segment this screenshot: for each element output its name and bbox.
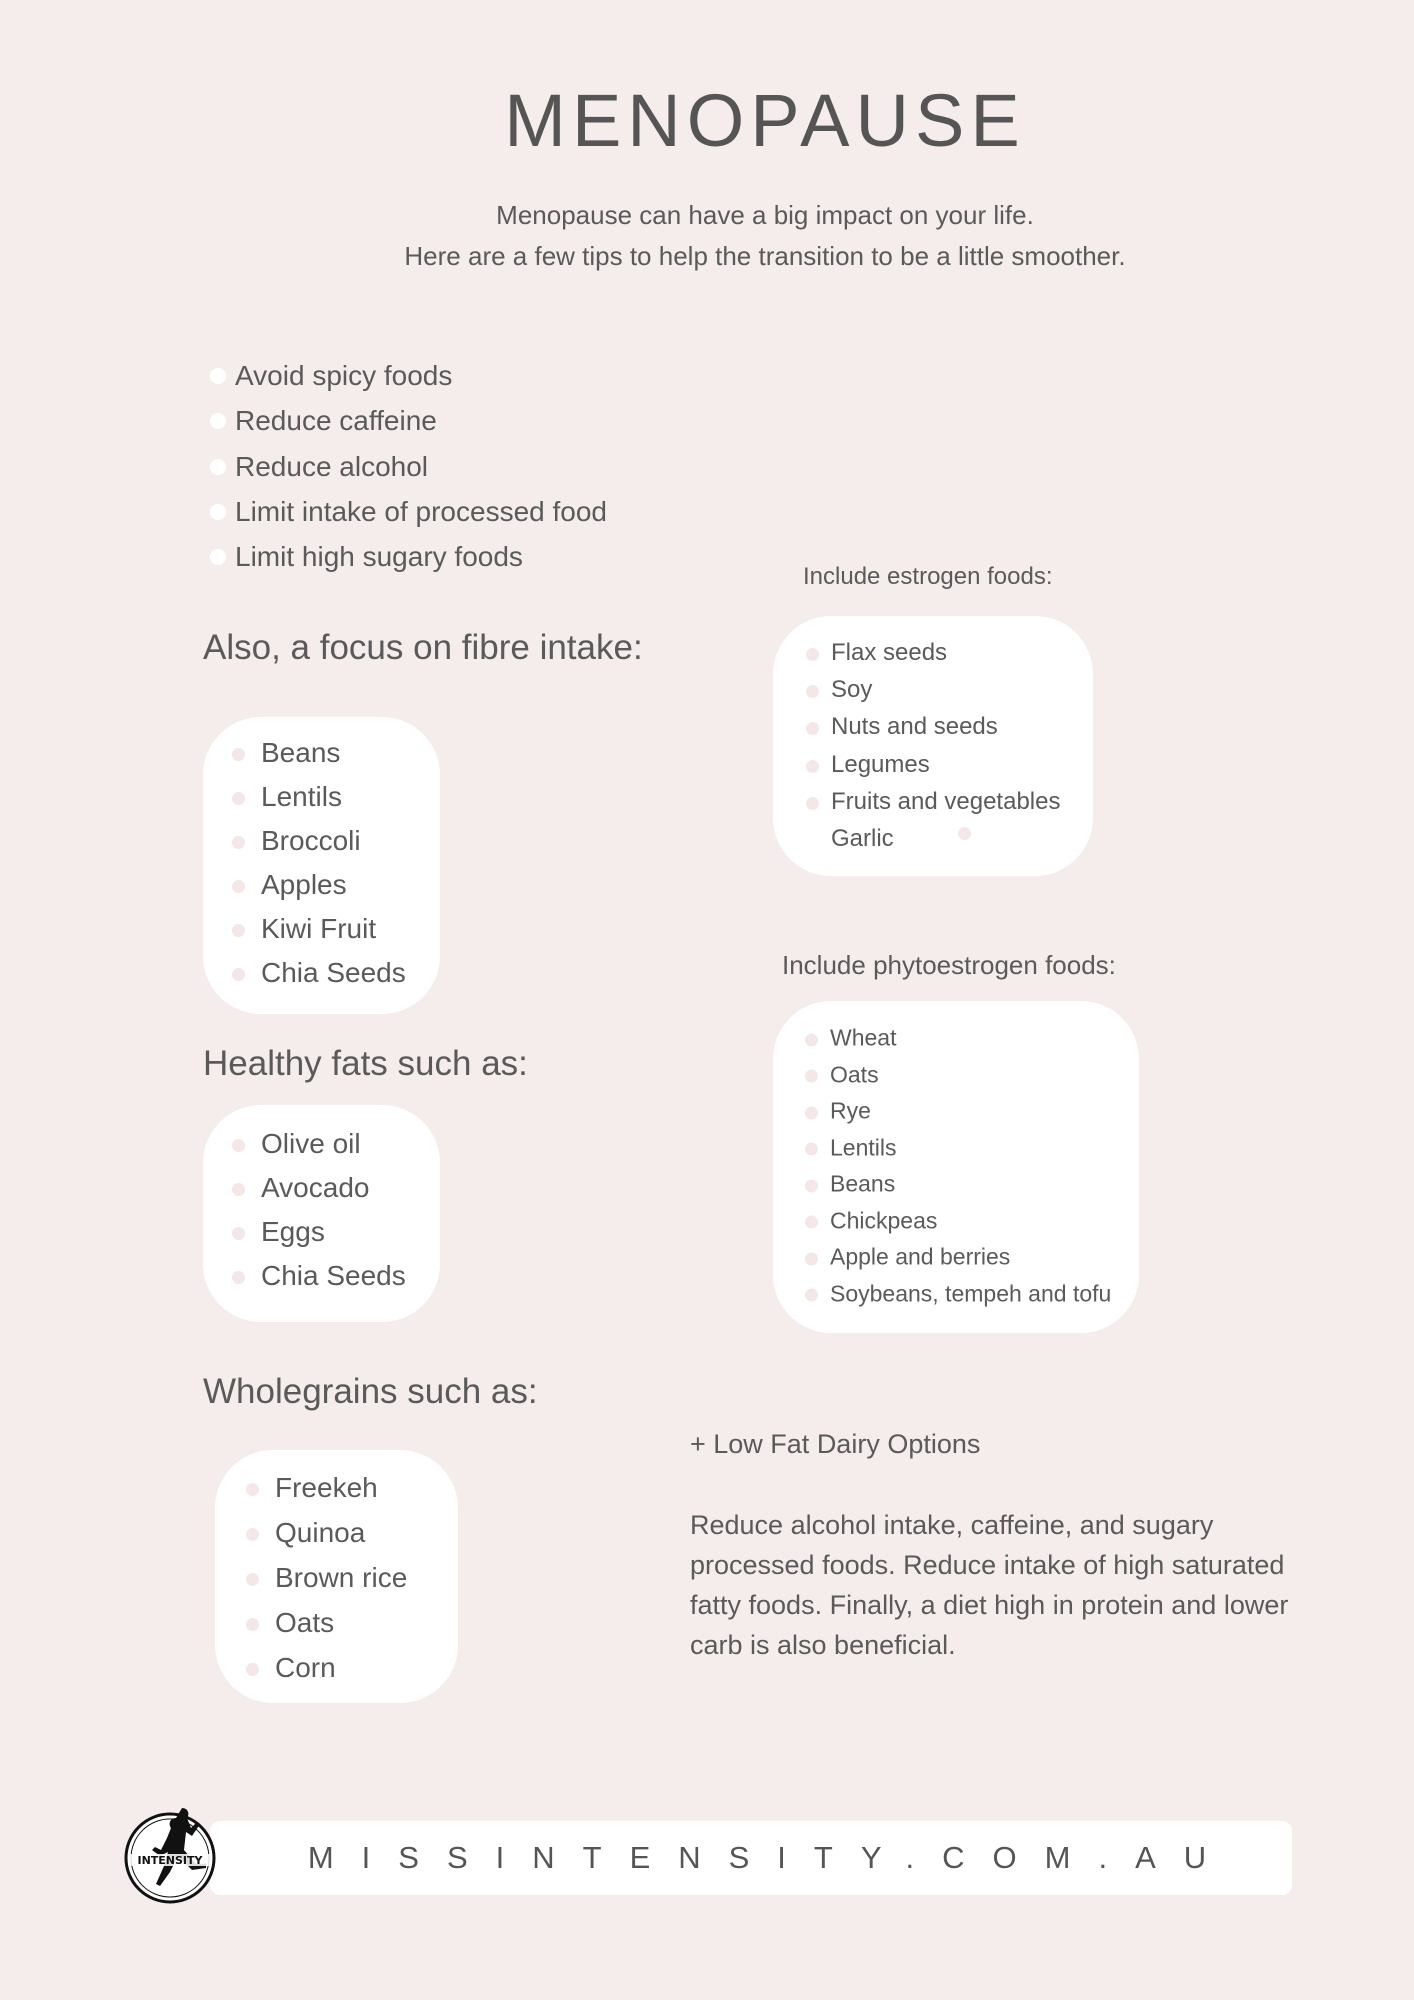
bullet-dot xyxy=(232,1227,245,1240)
fibre-item-label: Kiwi Fruit xyxy=(261,913,377,944)
bullet-dot xyxy=(805,1252,818,1265)
fibre-item xyxy=(232,825,361,857)
bullet-dot xyxy=(232,836,245,849)
fats-item xyxy=(232,1216,325,1248)
estrogen-item xyxy=(806,639,947,667)
phytoestrogen-item xyxy=(805,1280,1111,1307)
wholegrains-item-label: Quinoa xyxy=(275,1517,366,1548)
estrogen-item xyxy=(806,825,894,853)
fats-item xyxy=(232,1172,369,1204)
tip-item: Limit high sugary foods xyxy=(235,541,523,573)
estrogen-item xyxy=(806,676,872,704)
svg-text:INTENSITY: INTENSITY xyxy=(137,1854,203,1867)
bullet-dot xyxy=(246,1573,259,1586)
bullet-dot xyxy=(232,1271,245,1284)
fibre-item-label: Lentils xyxy=(261,781,342,812)
bullet-dot xyxy=(806,648,819,661)
fibre-item-label: Beans xyxy=(261,737,341,768)
phytoestrogen-item xyxy=(805,1025,896,1052)
fats-item xyxy=(232,1260,406,1292)
wholegrains-item-label: Corn xyxy=(275,1652,336,1683)
estrogen-heading: Include estrogen foods: xyxy=(803,563,1053,590)
phytoestrogen-item-label: Beans xyxy=(830,1170,896,1197)
fibre-item-label: Broccoli xyxy=(261,825,361,856)
phytoestrogen-item-label: Wheat xyxy=(830,1024,897,1051)
fibre-heading: Also, a focus on fibre intake: xyxy=(203,628,643,667)
wholegrains-item xyxy=(246,1517,365,1549)
fats-item-label: Olive oil xyxy=(261,1128,361,1159)
bullet-dot xyxy=(806,797,819,810)
tip-item: Limit intake of processed food xyxy=(235,495,607,527)
wholegrains-item-label: Oats xyxy=(275,1607,335,1638)
phytoestrogen-item xyxy=(805,1171,895,1198)
bullet-dot xyxy=(232,1139,245,1152)
tip-item: Avoid spicy foods xyxy=(235,360,453,391)
estrogen-item xyxy=(806,713,998,741)
phytoestrogen-item xyxy=(805,1207,937,1234)
bullet-dot xyxy=(246,1618,259,1631)
tip-item: Reduce alcohol xyxy=(235,450,429,482)
bullet-dot xyxy=(246,1663,259,1676)
summary-paragraph: Reduce alcohol intake, caffeine, and sugary processed foods. Reduce intake of high saturated fatty foods. Finally, a diet high in protein and lower carb is also beneficial. xyxy=(690,1510,1289,1660)
tip-item: Reduce caffeine xyxy=(235,405,437,437)
wholegrains-item xyxy=(246,1652,336,1684)
estrogen-item-label: Legumes xyxy=(831,750,930,778)
phytoestrogen-item-label: Apple and berries xyxy=(830,1243,1011,1270)
wholegrains-item-label: Freekeh xyxy=(275,1472,378,1503)
wholegrains-heading: Wholegrains such as: xyxy=(203,1372,538,1411)
fibre-item xyxy=(232,869,347,901)
bullet-dot xyxy=(232,880,245,893)
bullet-dot xyxy=(805,1289,818,1302)
phytoestrogen-item xyxy=(805,1134,896,1161)
stray-bullet-dot xyxy=(958,827,971,840)
bullet-dot xyxy=(232,792,245,805)
wholegrains-item xyxy=(246,1607,334,1639)
bullet-dot xyxy=(246,1483,259,1496)
wholegrains-item xyxy=(246,1472,378,1504)
estrogen-item-label: Flax seeds xyxy=(831,639,948,666)
bullet-dot xyxy=(805,1106,818,1119)
bullet-dot xyxy=(805,1216,818,1229)
phytoestrogen-item-label: Oats xyxy=(830,1061,879,1087)
miss-intensity-logo xyxy=(120,1800,230,1910)
bullet-dot xyxy=(806,685,819,698)
wholegrains-item-label: Brown rice xyxy=(275,1562,408,1593)
phytoestrogen-item-label: Rye xyxy=(830,1097,871,1124)
bullet-dot xyxy=(806,722,819,735)
fibre-item xyxy=(232,781,342,813)
bullet-dot xyxy=(232,748,245,761)
fats-item-label: Avocado xyxy=(261,1172,370,1203)
bullet-dot xyxy=(805,1033,818,1046)
fats-item-label: Chia Seeds xyxy=(261,1260,406,1291)
fibre-item xyxy=(232,913,376,945)
website-link[interactable]: MISSINTENSITY.COM.AU xyxy=(307,1840,1235,1875)
subtitle-line-1: Menopause can have a big impact on your life. xyxy=(496,200,1034,230)
bullet-dot xyxy=(246,1528,259,1541)
bullet-dot xyxy=(805,1179,818,1192)
fats-heading: Healthy fats such as: xyxy=(203,1044,528,1083)
estrogen-item-label: Nuts and seeds xyxy=(831,713,998,741)
bullet-dot xyxy=(805,1070,818,1083)
estrogen-item-label: Garlic xyxy=(831,825,894,852)
phytoestrogen-item-label: Chickpeas xyxy=(830,1207,938,1233)
subtitle-line-2: Here are a few tips to help the transition to be a little smoother. xyxy=(404,241,1126,271)
bullet-dot xyxy=(232,924,245,937)
fats-item xyxy=(232,1128,361,1160)
fibre-item xyxy=(232,737,340,769)
fats-item-label: Eggs xyxy=(261,1216,325,1247)
phytoestrogen-item-label: Lentils xyxy=(830,1134,897,1160)
bullet-dot xyxy=(232,1183,245,1196)
bullet-dot xyxy=(232,968,245,981)
dairy-note: + Low Fat Dairy Options xyxy=(690,1429,981,1459)
bullet-dot xyxy=(805,1143,818,1156)
phytoestrogen-heading: Include phytoestrogen foods: xyxy=(782,950,1116,980)
page-title: MENOPAUSE xyxy=(504,79,1026,162)
fibre-item-label: Apples xyxy=(261,869,347,900)
phytoestrogen-item xyxy=(805,1061,879,1088)
phytoestrogen-item xyxy=(805,1244,1010,1271)
wholegrains-item xyxy=(246,1562,407,1594)
phytoestrogen-item xyxy=(805,1098,871,1125)
estrogen-item xyxy=(806,751,930,779)
fibre-item-label: Chia Seeds xyxy=(261,957,406,988)
phytoestrogen-item-label: Soybeans, tempeh and tofu xyxy=(830,1280,1112,1306)
estrogen-item-label: Soy xyxy=(831,676,873,704)
estrogen-item-label: Fruits and vegetables xyxy=(831,787,1061,815)
estrogen-item xyxy=(806,788,1060,816)
fibre-item xyxy=(232,957,406,989)
bullet-dot xyxy=(806,760,819,773)
